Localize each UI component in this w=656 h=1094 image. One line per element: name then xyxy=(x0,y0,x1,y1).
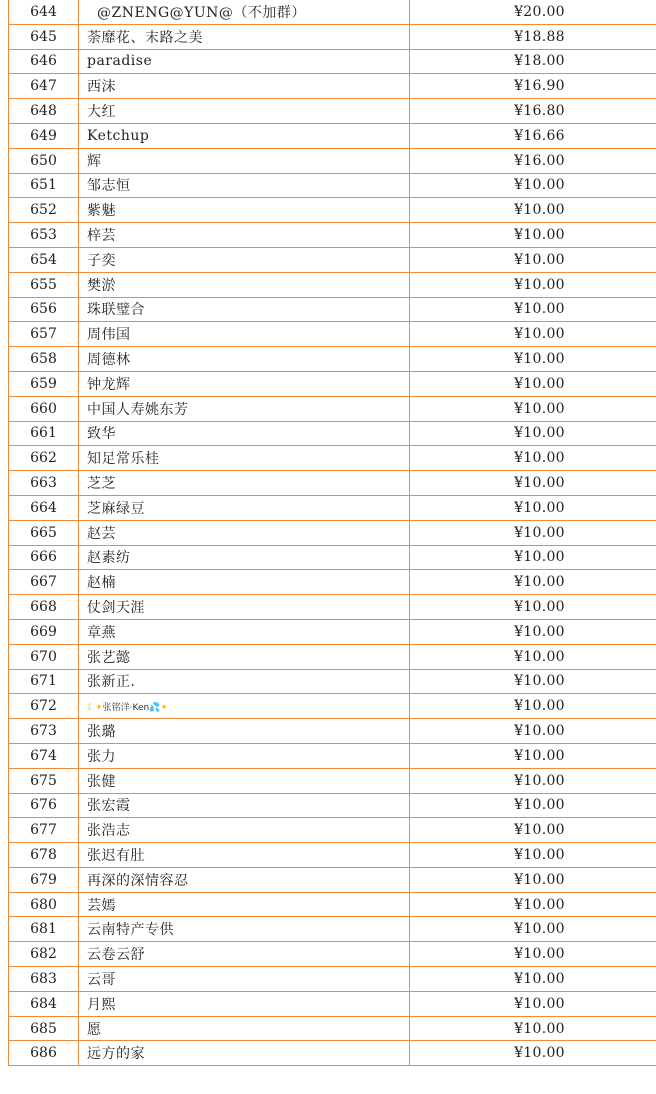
row-number-cell: 657 xyxy=(9,322,79,347)
row-number-cell: 666 xyxy=(9,545,79,570)
row-number-cell: 678 xyxy=(9,843,79,868)
donor-name-cell: 云南特产专供 xyxy=(79,917,410,942)
table-row xyxy=(9,843,656,868)
donor-name-cell: 芝芝 xyxy=(79,471,410,496)
donor-name-cell: 樊淤 xyxy=(79,272,410,297)
donor-name-cell: 周德林 xyxy=(79,347,410,372)
amount-cell: ¥10.00 xyxy=(410,719,656,744)
row-number-cell: 664 xyxy=(9,495,79,520)
sparkle-icon: ✦ xyxy=(95,703,103,714)
table-row xyxy=(9,371,656,396)
row-number-cell: 659 xyxy=(9,371,79,396)
table-row xyxy=(9,49,656,74)
donor-name-cell: 张迟有肚 xyxy=(79,843,410,868)
table-row xyxy=(9,148,656,173)
row-number-cell: 682 xyxy=(9,942,79,967)
donor-name-cell: 愿 xyxy=(79,1016,410,1041)
table-row xyxy=(9,446,656,471)
row-number-cell: 684 xyxy=(9,991,79,1016)
donor-name-cell: @ZNENG@YUN@（不加群） xyxy=(79,0,410,24)
table-row xyxy=(9,743,656,768)
amount-cell: ¥10.00 xyxy=(410,421,656,446)
amount-cell: ¥10.00 xyxy=(410,1016,656,1041)
donation-table xyxy=(8,0,656,1066)
table-row xyxy=(9,644,656,669)
row-number-cell: 671 xyxy=(9,669,79,694)
donor-name-cell: 芝麻绿豆 xyxy=(79,495,410,520)
row-number-cell: 647 xyxy=(9,74,79,99)
row-number-cell: 680 xyxy=(9,892,79,917)
donor-name-cell: 芸嫣 xyxy=(79,892,410,917)
table-row xyxy=(9,495,656,520)
donor-name-cell: 致华 xyxy=(79,421,410,446)
donor-name-cell: 周伟国 xyxy=(79,322,410,347)
amount-cell: ¥16.90 xyxy=(410,74,656,99)
sparkle-icon: ✦ xyxy=(160,703,168,714)
table-row xyxy=(9,223,656,248)
row-number-cell: 674 xyxy=(9,743,79,768)
table-row xyxy=(9,322,656,347)
droplets-icon: 💦 xyxy=(149,703,161,714)
table-row xyxy=(9,99,656,124)
donor-name-cell: 章燕 xyxy=(79,619,410,644)
table-row xyxy=(9,421,656,446)
table-row xyxy=(9,74,656,99)
table-row xyxy=(9,1041,656,1066)
donor-name-cell: 赵楠 xyxy=(79,570,410,595)
donation-list-sheet xyxy=(8,0,648,1066)
amount-cell: ¥10.00 xyxy=(410,272,656,297)
table-row xyxy=(9,991,656,1016)
donor-name-cell: 赵芸 xyxy=(79,520,410,545)
table-row xyxy=(9,818,656,843)
table-row xyxy=(9,719,656,744)
row-number-cell: 649 xyxy=(9,123,79,148)
row-number-cell: 668 xyxy=(9,595,79,620)
donor-name-cell: 远方的家 xyxy=(79,1041,410,1066)
amount-cell: ¥10.00 xyxy=(410,644,656,669)
amount-cell: ¥10.00 xyxy=(410,396,656,421)
amount-cell: ¥10.00 xyxy=(410,843,656,868)
donor-name-cell: 张健 xyxy=(79,768,410,793)
amount-cell: ¥10.00 xyxy=(410,867,656,892)
donor-name-cell: 梓芸 xyxy=(79,223,410,248)
row-number-cell: 644 xyxy=(9,0,79,24)
row-number-cell: 667 xyxy=(9,570,79,595)
donor-name-cell: 知足常乐桂 xyxy=(79,446,410,471)
row-number-cell: 661 xyxy=(9,421,79,446)
row-number-cell: 677 xyxy=(9,818,79,843)
amount-cell: ¥10.00 xyxy=(410,892,656,917)
nickname-text: 张铭洋·Ken xyxy=(102,703,150,714)
row-number-cell: 679 xyxy=(9,867,79,892)
row-number-cell: 685 xyxy=(9,1016,79,1041)
donor-name-cell: Ketchup xyxy=(79,123,410,148)
table-row xyxy=(9,768,656,793)
row-number-cell: 670 xyxy=(9,644,79,669)
table-row xyxy=(9,545,656,570)
amount-cell: ¥10.00 xyxy=(410,471,656,496)
table-row xyxy=(9,669,656,694)
row-number-cell: 655 xyxy=(9,272,79,297)
table-row xyxy=(9,520,656,545)
amount-cell: ¥10.00 xyxy=(410,694,656,719)
amount-cell: ¥10.00 xyxy=(410,322,656,347)
donor-name-cell: 赵素纺 xyxy=(79,545,410,570)
amount-cell: ¥10.00 xyxy=(410,818,656,843)
table-row xyxy=(9,793,656,818)
table-row xyxy=(9,595,656,620)
donor-name-cell: 中国人寿姚东芳 xyxy=(79,396,410,421)
amount-cell: ¥10.00 xyxy=(410,371,656,396)
row-number-cell: 675 xyxy=(9,768,79,793)
row-number-cell: 658 xyxy=(9,347,79,372)
amount-cell: ¥10.00 xyxy=(410,917,656,942)
decorated-nickname xyxy=(87,703,168,713)
donor-name-cell: 张新正. xyxy=(79,669,410,694)
row-number-cell: 683 xyxy=(9,967,79,992)
amount-cell: ¥10.00 xyxy=(410,495,656,520)
amount-cell: ¥10.00 xyxy=(410,768,656,793)
table-row xyxy=(9,396,656,421)
table-row xyxy=(9,619,656,644)
donor-name-cell xyxy=(79,694,410,719)
row-number-cell: 669 xyxy=(9,619,79,644)
donor-name-cell: 钟龙辉 xyxy=(79,371,410,396)
row-number-cell: 645 xyxy=(9,24,79,49)
amount-cell: ¥10.00 xyxy=(410,669,656,694)
moon-icon: ☾ xyxy=(87,703,96,714)
table-row xyxy=(9,892,656,917)
amount-cell: ¥10.00 xyxy=(410,967,656,992)
amount-cell: ¥10.00 xyxy=(410,520,656,545)
amount-cell: ¥10.00 xyxy=(410,1041,656,1066)
row-number-cell: 648 xyxy=(9,99,79,124)
table-row xyxy=(9,173,656,198)
donor-name-cell: 大红 xyxy=(79,99,410,124)
donor-name-cell: 月熙 xyxy=(79,991,410,1016)
table-row xyxy=(9,1016,656,1041)
amount-cell: ¥10.00 xyxy=(410,297,656,322)
amount-cell: ¥10.00 xyxy=(410,545,656,570)
donor-name-cell: 珠联璧合 xyxy=(79,297,410,322)
row-number-cell: 676 xyxy=(9,793,79,818)
table-row xyxy=(9,967,656,992)
amount-cell: ¥10.00 xyxy=(410,942,656,967)
table-row xyxy=(9,272,656,297)
row-number-cell: 673 xyxy=(9,719,79,744)
donor-name-cell: 张浩志 xyxy=(79,818,410,843)
amount-cell: ¥18.00 xyxy=(410,49,656,74)
donor-name-cell: 辉 xyxy=(79,148,410,173)
row-number-cell: 656 xyxy=(9,297,79,322)
amount-cell: ¥10.00 xyxy=(410,570,656,595)
amount-cell: ¥16.80 xyxy=(410,99,656,124)
amount-cell: ¥10.00 xyxy=(410,347,656,372)
table-row xyxy=(9,471,656,496)
donor-name-cell: 张力 xyxy=(79,743,410,768)
row-number-cell: 672 xyxy=(9,694,79,719)
row-number-cell: 652 xyxy=(9,198,79,223)
table-row xyxy=(9,24,656,49)
table-row xyxy=(9,694,656,719)
donor-name-cell: 张宏霞 xyxy=(79,793,410,818)
amount-cell: ¥10.00 xyxy=(410,595,656,620)
amount-cell: ¥10.00 xyxy=(410,446,656,471)
row-number-cell: 660 xyxy=(9,396,79,421)
donor-name-cell: 西沫 xyxy=(79,74,410,99)
amount-cell: ¥18.88 xyxy=(410,24,656,49)
row-number-cell: 662 xyxy=(9,446,79,471)
row-number-cell: 663 xyxy=(9,471,79,496)
donor-name-cell: 子奕 xyxy=(79,247,410,272)
donor-name-cell: 紫魅 xyxy=(79,198,410,223)
table-row xyxy=(9,867,656,892)
table-row xyxy=(9,123,656,148)
donor-name-cell: 再深的深情容忍 xyxy=(79,867,410,892)
amount-cell: ¥16.66 xyxy=(410,123,656,148)
donor-name-cell: 云哥 xyxy=(79,967,410,992)
table-row xyxy=(9,247,656,272)
table-row xyxy=(9,570,656,595)
donor-name-cell: 张璐 xyxy=(79,719,410,744)
amount-cell: ¥10.00 xyxy=(410,991,656,1016)
table-row xyxy=(9,198,656,223)
row-number-cell: 653 xyxy=(9,223,79,248)
row-number-cell: 665 xyxy=(9,520,79,545)
row-number-cell: 686 xyxy=(9,1041,79,1066)
donor-name-cell: 仗剑天涯 xyxy=(79,595,410,620)
donor-name-cell: paradise xyxy=(79,49,410,74)
amount-cell: ¥10.00 xyxy=(410,223,656,248)
amount-cell: ¥10.00 xyxy=(410,173,656,198)
table-row xyxy=(9,347,656,372)
row-number-cell: 646 xyxy=(9,49,79,74)
donor-name-cell: 荼靡花、末路之美 xyxy=(79,24,410,49)
table-row xyxy=(9,917,656,942)
row-number-cell: 650 xyxy=(9,148,79,173)
row-number-cell: 654 xyxy=(9,247,79,272)
donor-name-cell: 邹志恒 xyxy=(79,173,410,198)
amount-cell: ¥20.00 xyxy=(410,0,656,24)
table-row xyxy=(9,942,656,967)
row-number-cell: 651 xyxy=(9,173,79,198)
row-number-cell: 681 xyxy=(9,917,79,942)
amount-cell: ¥16.00 xyxy=(410,148,656,173)
table-row xyxy=(9,0,656,24)
donor-name-cell: 张艺懿 xyxy=(79,644,410,669)
donation-table-body xyxy=(9,0,656,1066)
amount-cell: ¥10.00 xyxy=(410,793,656,818)
amount-cell: ¥10.00 xyxy=(410,619,656,644)
amount-cell: ¥10.00 xyxy=(410,743,656,768)
table-row xyxy=(9,297,656,322)
amount-cell: ¥10.00 xyxy=(410,198,656,223)
amount-cell: ¥10.00 xyxy=(410,247,656,272)
donor-name-cell: 云卷云舒 xyxy=(79,942,410,967)
